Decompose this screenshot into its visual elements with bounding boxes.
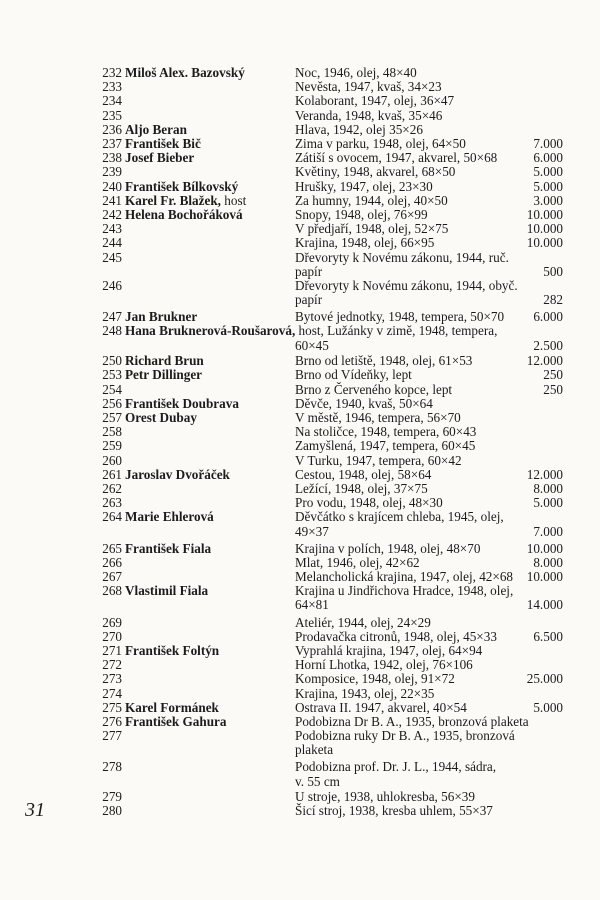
work-title: Zamyšlená, 1947, tempera, 60×45 <box>295 438 476 454</box>
work-title-continued: 49×37 <box>295 523 329 539</box>
entry-number: 265 <box>102 540 122 556</box>
artist-name-text: Jaroslav Dvořáček <box>125 466 230 482</box>
artist-name-text: Hana Bruknerová-Roušarová, <box>125 323 296 339</box>
entry-number: 233 <box>102 79 122 95</box>
price: 5.000 <box>533 178 563 194</box>
entry-number: 261 <box>102 466 122 482</box>
price: 10.000 <box>526 207 563 222</box>
artist-name <box>125 715 226 729</box>
artist-name-text: František Fiala <box>125 540 212 556</box>
work-title: Děvče, 1940, kvaš, 50×64 <box>295 395 433 411</box>
price: 10.000 <box>526 221 563 237</box>
entry-number: 232 <box>102 65 122 80</box>
work-title: V městě, 1946, tempera, 56×70 <box>295 410 461 426</box>
entry-number: 242 <box>102 207 122 222</box>
work-title: V Turku, 1947, tempera, 60×42 <box>295 452 462 468</box>
artist-name <box>125 644 219 658</box>
price: 6.500 <box>533 628 563 644</box>
work-title: Komposice, 1948, olej, 91×72 <box>295 671 455 687</box>
work-title: Nevěsta, 1947, kvaš, 34×23 <box>295 79 442 95</box>
artist-name <box>125 180 238 194</box>
artist-name-text: František Gahura <box>125 713 227 729</box>
entry-number: 275 <box>102 699 122 715</box>
artist-name-text: Karel Formánek <box>125 699 219 715</box>
entry-number: 262 <box>102 481 122 497</box>
entry-number: 246 <box>102 278 122 293</box>
price: 14.000 <box>526 597 563 613</box>
work-title: Květiny, 1948, akvarel, 68×50 <box>295 164 456 180</box>
artist-name-text: Helena Bochořáková <box>125 207 243 222</box>
artist-name <box>125 468 230 482</box>
artist-name <box>125 194 246 208</box>
artist-name-text: Jan Brukner <box>125 309 198 325</box>
entry-number: 254 <box>102 381 122 397</box>
entry-number: 248 <box>102 323 122 339</box>
artist-name-text: Orest Dubay <box>125 410 197 426</box>
work-title-continued: papír <box>295 263 323 279</box>
work-title: Kolaborant, 1947, olej, 36×47 <box>295 93 455 109</box>
work-title: Děvčátko s krajícem chleba, 1945, olej, <box>295 509 504 525</box>
work-title: Ateliér, 1944, olej, 24×29 <box>295 614 431 630</box>
work-title: Na stoličce, 1948, tempera, 60×43 <box>295 424 477 440</box>
work-title-continued: v. 55 cm <box>295 773 340 789</box>
artist-name-text: Petr Dillinger <box>125 367 203 383</box>
artist-name-text: František Bič <box>125 136 201 151</box>
entry-number: 271 <box>102 642 122 658</box>
work-title-continued: 64×81 <box>295 597 329 613</box>
entry-number: 235 <box>102 107 122 123</box>
entry-number: 272 <box>102 657 122 673</box>
entry-number: 250 <box>102 353 122 369</box>
entry-number: 237 <box>102 136 122 151</box>
artist-name-text: Josef Bieber <box>125 150 195 166</box>
work-title: Dřevoryty k Novému zákonu, 1944, ruč. <box>295 249 509 265</box>
work-title: Šicí stroj, 1938, kresba uhlem, 55×37 <box>295 803 493 819</box>
work-title: Krajina u Jindřichova Hradce, 1948, olej, <box>295 583 514 599</box>
page-number: 31 <box>25 799 45 821</box>
entry-number: 276 <box>102 713 122 729</box>
price: 250 <box>543 367 563 383</box>
artist-name <box>125 66 245 80</box>
entry-number: 257 <box>102 410 122 426</box>
entry-number: 256 <box>102 395 122 411</box>
entry-number: 279 <box>102 789 122 805</box>
entry-number: 245 <box>102 249 122 265</box>
artist-name <box>125 324 497 338</box>
work-title: Prodavačka citronů, 1948, olej, 45×33 <box>295 628 497 644</box>
artist-name <box>125 510 214 524</box>
host-note: host, Lužánky v zimě, 1948, tempera, <box>295 323 498 339</box>
work-title-continued: plaketa <box>295 742 334 758</box>
price: 3.000 <box>533 192 563 208</box>
work-title: Ostrava II. 1947, akvarel, 40×54 <box>295 699 467 715</box>
entry-number: 273 <box>102 671 122 687</box>
work-title: Horní Lhotka, 1942, olej, 76×106 <box>295 657 473 673</box>
work-title: Dřevoryty k Novému zákonu, 1944, obyč. <box>295 278 518 293</box>
work-title: Brno z Červeného kopce, lept <box>295 381 453 397</box>
entry-number: 278 <box>102 759 122 775</box>
entry-number: 238 <box>102 150 122 166</box>
artist-name-text: Richard Brun <box>125 353 204 369</box>
price: 5.000 <box>533 495 563 511</box>
entry-number: 236 <box>102 121 122 137</box>
artist-name-text: Vlastimil Fiala <box>125 583 209 599</box>
artist-name <box>125 542 211 556</box>
entry-number: 268 <box>102 583 122 599</box>
entry-number: 264 <box>102 509 122 525</box>
artist-name-text: Miloš Alex. Bazovský <box>125 65 245 80</box>
work-title: Veranda, 1948, kvaš, 35×46 <box>295 107 443 123</box>
work-title: Noc, 1946, olej, 48×40 <box>295 65 417 80</box>
artist-name <box>125 123 187 137</box>
work-title: Podobizna Dr B. A., 1935, bronzová plaketa <box>295 713 529 729</box>
work-title: Podobizna ruky Dr B. A., 1935, bronzová <box>295 728 515 744</box>
artist-name <box>125 701 219 715</box>
price: 500 <box>543 263 563 279</box>
entry-number: 260 <box>102 452 122 468</box>
price: 25.000 <box>526 671 563 687</box>
entry-number: 258 <box>102 424 122 440</box>
work-title: Zátiší s ovocem, 1947, akvarel, 50×68 <box>295 150 498 166</box>
entry-number: 239 <box>102 164 122 180</box>
artist-name-text: František Foltýn <box>125 642 220 658</box>
work-title: Vyprahlá krajina, 1947, olej, 64×94 <box>295 642 483 658</box>
entry-number: 259 <box>102 438 122 454</box>
entry-number: 241 <box>102 192 122 208</box>
price: 7.000 <box>533 136 563 151</box>
work-title: Mlat, 1946, olej, 42×62 <box>295 554 420 570</box>
work-title: Cestou, 1948, olej, 58×64 <box>295 466 432 482</box>
artist-name <box>125 368 202 382</box>
work-title: Za humny, 1944, olej, 40×50 <box>295 192 448 208</box>
artist-name <box>125 354 204 368</box>
work-title: U stroje, 1938, uhlokresba, 56×39 <box>295 789 475 805</box>
entry-number: 277 <box>102 728 122 744</box>
work-title: Pro vodu, 1948, olej, 48×30 <box>295 495 443 511</box>
work-title: Brno od Vídeňky, lept <box>295 367 412 383</box>
entry-number: 266 <box>102 554 122 570</box>
artist-name <box>125 310 197 324</box>
artist-name <box>125 208 243 222</box>
work-title: Hrušky, 1947, olej, 23×30 <box>295 178 433 194</box>
entry-number: 274 <box>102 685 122 701</box>
entry-number: 269 <box>102 614 122 630</box>
entry-number: 244 <box>102 235 122 251</box>
work-title: Hlava, 1942, olej 35×26 <box>295 121 423 137</box>
artist-name-text: František Bílkovský <box>125 178 239 194</box>
artist-name <box>125 584 208 598</box>
entry-number: 270 <box>102 628 122 644</box>
price: 250 <box>543 381 563 397</box>
price: 8.000 <box>533 554 563 570</box>
price: 282 <box>543 292 563 308</box>
work-title: Brno od letiště, 1948, olej, 61×53 <box>295 353 473 369</box>
entry-number: 243 <box>102 221 122 237</box>
artist-name <box>125 137 201 151</box>
work-title: Ležící, 1948, olej, 37×75 <box>295 481 428 497</box>
artist-name <box>125 411 197 425</box>
entry-number: 247 <box>102 309 122 325</box>
work-title: Krajina, 1943, olej, 22×35 <box>295 685 435 701</box>
price: 7.000 <box>533 523 563 539</box>
artist-name-text: Marie Ehlerová <box>125 509 214 525</box>
entry-number: 253 <box>102 367 122 383</box>
price: 10.000 <box>526 569 563 585</box>
artist-name <box>125 397 239 411</box>
entry-number: 280 <box>102 803 122 819</box>
price: 6.000 <box>533 309 563 325</box>
work-title: Melancholická krajina, 1947, olej, 42×68 <box>295 569 514 585</box>
artist-name-text: Aljo Beran <box>125 121 187 137</box>
price: 2.500 <box>533 337 563 353</box>
entry-number: 263 <box>102 495 122 511</box>
work-title-continued: papír <box>295 292 323 308</box>
work-title: Bytové jednotky, 1948, tempera, 50×70 <box>295 309 505 325</box>
price: 6.000 <box>533 150 563 166</box>
work-title: Zima v parku, 1948, olej, 64×50 <box>295 136 466 151</box>
work-title-continued: 60×45 <box>295 337 329 353</box>
work-title: Krajina, 1948, olej, 66×95 <box>295 235 435 251</box>
price: 12.000 <box>526 353 563 369</box>
entry-number: 240 <box>102 178 122 194</box>
price: 5.000 <box>533 699 563 715</box>
price: 12.000 <box>526 466 563 482</box>
artist-name-text: Karel Fr. Blažek, <box>125 192 221 208</box>
work-title: V předjaří, 1948, olej, 52×75 <box>295 221 449 237</box>
artist-name-text: František Doubrava <box>125 395 239 411</box>
entry-number: 234 <box>102 93 122 109</box>
price: 5.000 <box>533 164 563 180</box>
price: 10.000 <box>526 540 563 556</box>
entry-number: 267 <box>102 569 122 585</box>
host-note: host <box>220 192 247 208</box>
work-title: Krajina v polích, 1948, olej, 48×70 <box>295 540 481 556</box>
work-title: Snopy, 1948, olej, 76×99 <box>295 207 428 222</box>
artist-name <box>125 151 194 165</box>
price: 8.000 <box>533 481 563 497</box>
price: 10.000 <box>526 235 563 251</box>
work-title: Podobizna prof. Dr. J. L., 1944, sádra, <box>295 759 497 775</box>
